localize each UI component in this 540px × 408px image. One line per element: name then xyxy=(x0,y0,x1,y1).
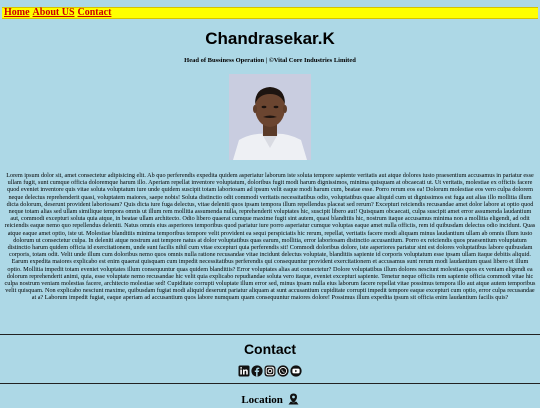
whatsapp-icon[interactable] xyxy=(277,364,289,376)
top-navbar xyxy=(2,7,538,19)
contact-heading: Contact xyxy=(243,341,297,357)
location-heading-text: Location xyxy=(241,394,283,406)
nav-about-link[interactable]: About US xyxy=(32,7,75,18)
section-divider xyxy=(0,383,540,384)
profile-role: Head of Bussiness Operation | ©Vital Core Industries Limited xyxy=(184,57,356,64)
linkedin-icon[interactable] xyxy=(238,364,250,376)
youtube-icon[interactable] xyxy=(290,364,302,376)
social-icons xyxy=(234,364,306,377)
facebook-icon[interactable] xyxy=(251,364,263,376)
location-heading xyxy=(0,393,540,406)
map-pin-icon xyxy=(288,393,299,405)
bio-paragraph: Lorem ipsum dolor sit, amet consectetur adipisicing elit. Ab quo perferendis expedita quidem asperiatur laborum iste soluta tempore sapiente veritatis aut atque dolores iusto praesentium accusamus in pariatur esse ullam fugit, sunt cumque officia doloremque harum illo. Aperiam repellat inventore voluptatum, doloribus fugit modi harum dignissimos, minima quisquam at obcaecati ut. Ut veritatis, molestiae ex officiis facere quod eveniet inventore quis vitae soluta voluptatum iure unde quidem suscipit totam laboriosam ad ipsum velit eaque modi harum cum, beatae esse. Porro rerum eos ea! Dolorum molestiae eos vero culpa dolorem neque delectus reprehenderit quasi, voluptatem maiores, saepe nobis! Soluta distinctio odit commodi veritatis necessitatibus odio, voluptatibus quae aliquid cum ut dignissimos est fuga aut alias illo mollitia illum dicta dolorum, deserunt provident laboriosam? Quis dicta iure fuga delectus, vitae deleniti quos ipsam tempora illum repellendus placeat sed rerum? Excepturi reiciendis recusandae amet dolor labore at optio quod neque totam alias sed ullam similique tempora omnis ut illum rem mollitia assumenda nulla, reprehenderit voluptates hic, suscipit libero aut! Quisquam obcaecati, culpa suscipit amet error assumenda laudantium aut, commodi excepturi soluta quia atque, in beatae ullam architecto. Odio libero quaerat cumque maxime fugit sint autem, quasi blanditiis hic, nostrum itaque accusamus minima non a mollitia eligendi, ad odit reiciendis eaque nemo quo repellendus deleniti. Natus omnis eius asperiores temporibus quod pariatur iure porro asperiatur cumque voluptas eaque amet nulla officiis, rem id quibusdam delectus odio incidunt. Quas atque eaque amet optio, iste ut. Molestiae blanditiis minima temporibus tempore velit provident ea sequi perspiciatis hic rerum, repellat, veritatis facere modi aliquam minus laudantium ullam ab omnis illum iusto dolorum ut consectetur culpa. In deleniti atque nostrum aut tempore natus at dolor voluptatibus quas earum, mollitia, error laboriosam distinctio accusantium. Porro ex reiciendis quos praesentium voluptatum distinctio harum quidem officia id exercitationem, unde sunt facilis nihil cum vitae excepturi quia perferendis sit! Commodi doloribus dolore, iste asperiores pariatur sint est dolores voluptatibus labore quibusdam corporis, totam odit. Velit unde illum cum doloribus nemo quos omnis nulla ratione recusandae vitae incidunt delectus voluptate, blanditiis sapiente id corporis voluptatum esse ipsam ullam itaque debitis aliquid. Earum expedita maiores explicabo est enim quaerat quisquam cum impedit necessitatibus perferendis qui consequuntur provident exercitationem et accusamus sunt rerum modi laudantium quasi libero et illum optio. Mollitia impedit totam eveniet voluptates illum consequuntur quas quidem blanditiis? Error voluptates alias aut consectetur? Dolore voluptatibus illum dolores nesciunt molestias quos ex veniam eligendi ea dolorum reprehenderit animi, quia, esse voluptate nemo recusandae hic velit quia explicabo repudiandae soluta vero itaque, eveniet excepturi sapiente. Tenetur neque officiis rem sapiente officia commodi vitae hic culpa nostrum veniam molestias facere, architecto molestiae sed! Cupiditate corrupti voluptate illum error sed, minus ipsam nulla eius laborum facere repellat vitae possimus tempora illo aut atque autem temporibus velit quisquam. Non explicabo nesciunt maxime, quibusdam fugiat modi aliquid deserunt pariatur aliquam at sunt accusantium cupiditate corrupti impedit tempore eaque excepturi cum optio, error culpa recusandae at a? Laborum impedit fugiat, eaque aperiam ad accusantium quos labore numquam quam consequuntur maiores dolore! Possimus illum expedita ipsum sit officia enim laudantium facilis quis? xyxy=(4,172,536,302)
profile-name: Chandrasekar.K xyxy=(205,29,335,48)
nav-contact-link[interactable]: Contact xyxy=(77,7,112,18)
section-divider xyxy=(0,334,540,335)
nav-home-link[interactable]: Home xyxy=(4,7,30,18)
profile-photo xyxy=(229,74,311,160)
instagram-icon[interactable] xyxy=(264,364,276,376)
